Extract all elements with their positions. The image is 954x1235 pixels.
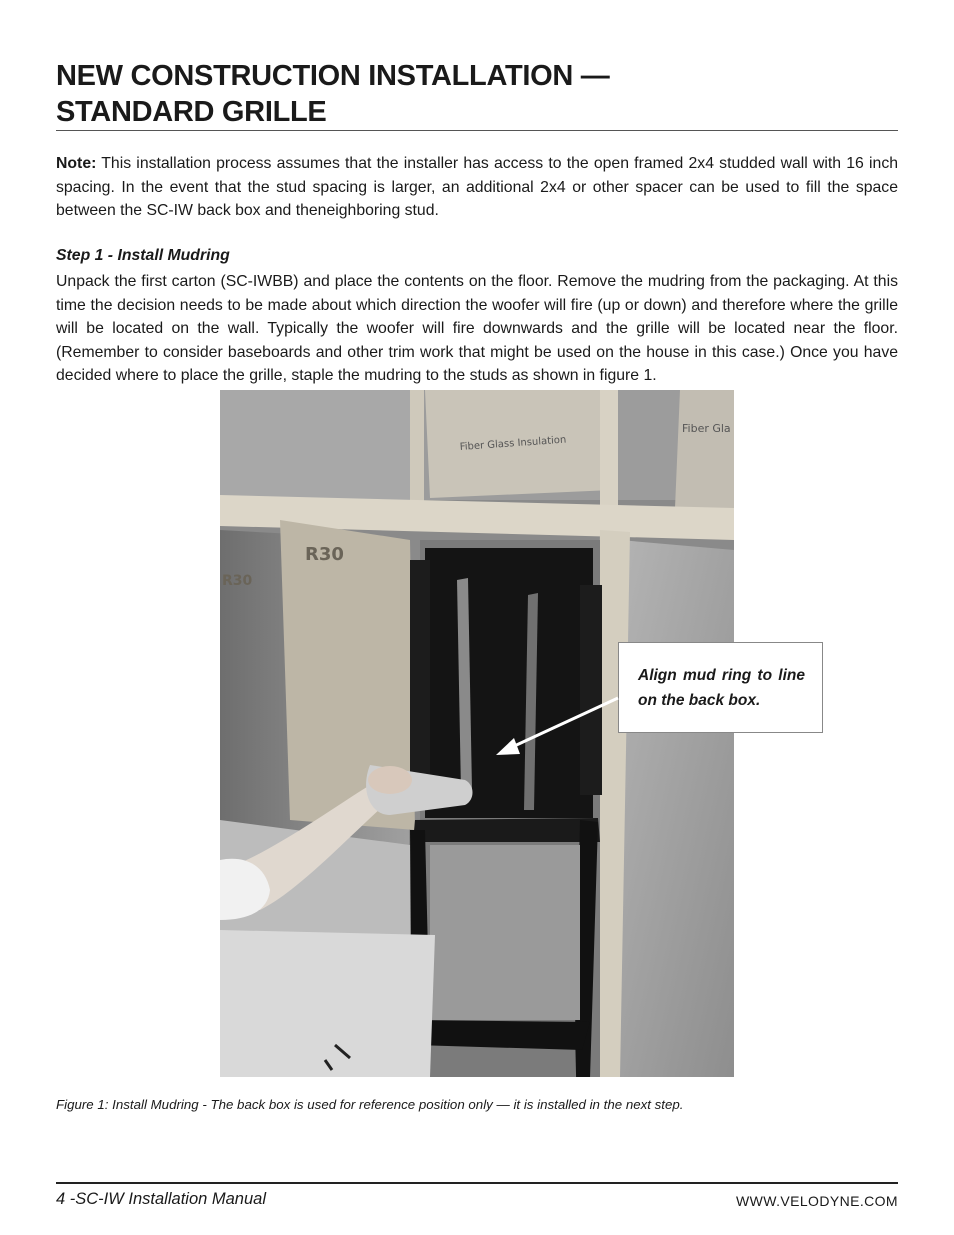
note-text: This installation process assumes that the installer has access to the open framed 2x4 studded wall with 16 inch spacing. In the event that the stud spacing is larger, an additional 2x4 or other spacer can be used to fill the space between the SC-IW back box and theneighboring stud. xyxy=(56,155,898,219)
step-1-body: Unpack the first carton (SC-IWBB) and place the contents on the floor. Remove the mudring from the packaging. At this time the decision needs to be made about which direction the woofer will fire (up or down) and therefore where the grille will be located on the wall. Typically the woofer will fire downwards and the grille will be located near the floor. (Remember to consider baseboards and other trim work that might be used on the house in this case.) Once you have decided where to place the grille, staple the mudring to the studs as shown in figure 1. xyxy=(56,273,898,384)
callout-box xyxy=(618,642,823,733)
r30-label: R30 xyxy=(305,544,344,565)
step-1-heading: Step 1 - Install Mudring xyxy=(56,247,230,264)
footer-manual-title: 4 -SC-IW Installation Manual xyxy=(56,1190,266,1208)
page-title-line-2: STANDARD GRILLE xyxy=(56,96,327,128)
page-title xyxy=(56,58,898,131)
page-title-line-1: NEW CONSTRUCTION INSTALLATION — xyxy=(56,60,610,92)
footer-website: WWW.VELODYNE.COM xyxy=(736,1193,898,1209)
insulation-print-right: Fiber Gla xyxy=(682,422,731,435)
note-label: Note: xyxy=(56,155,97,172)
insulation-print-top: Fiber Glass Insulation xyxy=(459,434,567,453)
back-box xyxy=(425,548,593,818)
floor-board xyxy=(220,930,435,1077)
figure-1-photo xyxy=(220,390,734,1077)
r30-label-left: R30 xyxy=(222,573,253,589)
figure-caption: Figure 1: Install Mudring - The back box is used for reference position only — it is installed in the next step. xyxy=(56,1097,684,1112)
note-paragraph xyxy=(56,152,898,223)
callout-text: Align mud ring to line on the back box. xyxy=(638,667,805,709)
right-drywall xyxy=(610,540,734,1077)
mud-ring xyxy=(410,1020,590,1050)
photo-illustration xyxy=(220,390,734,1077)
footer-divider xyxy=(56,1182,898,1184)
